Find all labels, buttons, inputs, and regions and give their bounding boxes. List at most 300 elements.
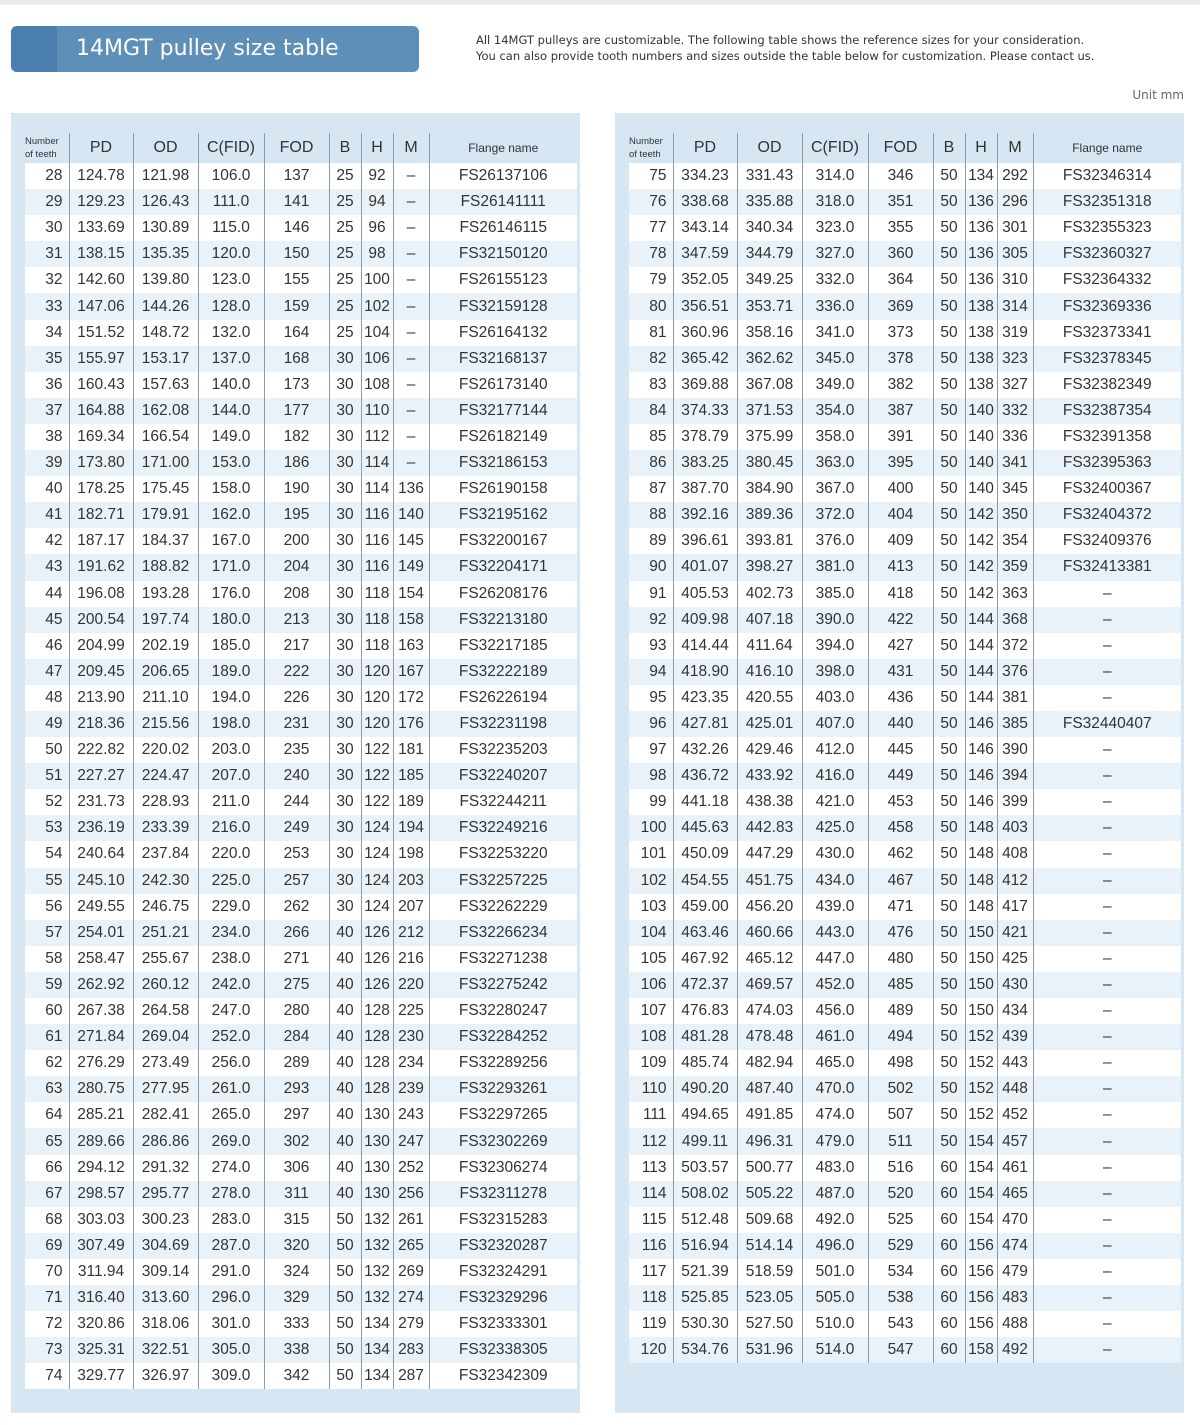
cell-od: 197.74 xyxy=(133,607,198,633)
cell-od: 487.40 xyxy=(737,1076,802,1102)
cell-m: 234 xyxy=(393,1050,429,1076)
cell-teeth: 33 xyxy=(25,293,69,319)
cell-flange-name: FS32387354 xyxy=(1033,398,1181,424)
cell-m: 421 xyxy=(997,920,1033,946)
cell-flange-name: FS32413381 xyxy=(1033,554,1181,580)
cell-h: 146 xyxy=(965,789,997,815)
cell-teeth: 98 xyxy=(629,763,673,789)
cell-flange-name: FS32320287 xyxy=(429,1233,577,1259)
cell-m: 488 xyxy=(997,1311,1033,1337)
cell-pd: 325.31 xyxy=(69,1337,133,1363)
cell-m: 296 xyxy=(997,189,1033,215)
cell-fod: 141 xyxy=(264,189,329,215)
table-row xyxy=(629,1155,1181,1181)
cell-pd: 160.43 xyxy=(69,372,133,398)
cell-flange-name: FS32195162 xyxy=(429,502,577,528)
cell-pd: 267.38 xyxy=(69,998,133,1024)
cell-m: 332 xyxy=(997,398,1033,424)
cell-teeth: 37 xyxy=(25,398,69,424)
cell-cfid: 372.0 xyxy=(802,502,868,528)
cell-fod: 297 xyxy=(264,1102,329,1128)
cell-fod: 346 xyxy=(868,163,933,189)
header-flange-name: Flange name xyxy=(1033,133,1181,163)
cell-pd: 213.90 xyxy=(69,685,133,711)
cell-b: 40 xyxy=(329,1181,361,1207)
table-row xyxy=(629,1259,1181,1285)
cell-od: 251.21 xyxy=(133,920,198,946)
cell-cfid: 376.0 xyxy=(802,528,868,554)
cell-teeth: 105 xyxy=(629,946,673,972)
cell-b: 50 xyxy=(933,241,965,267)
table-row xyxy=(629,815,1181,841)
table-row xyxy=(25,1311,577,1337)
cell-od: 291.32 xyxy=(133,1155,198,1181)
cell-od: 389.36 xyxy=(737,502,802,528)
cell-cfid: 479.0 xyxy=(802,1128,868,1154)
cell-m: 403 xyxy=(997,815,1033,841)
cell-flange-name: FS32311278 xyxy=(429,1181,577,1207)
cell-m: 207 xyxy=(393,894,429,920)
cell-cfid: 439.0 xyxy=(802,894,868,920)
cell-b: 40 xyxy=(329,946,361,972)
cell-od: 175.45 xyxy=(133,476,198,502)
cell-fod: 204 xyxy=(264,554,329,580)
cell-h: 116 xyxy=(361,528,393,554)
cell-cfid: 456.0 xyxy=(802,998,868,1024)
cell-pd: 316.40 xyxy=(69,1285,133,1311)
cell-m: 319 xyxy=(997,320,1033,346)
cell-teeth: 32 xyxy=(25,267,69,293)
cell-m: 350 xyxy=(997,502,1033,528)
cell-teeth: 34 xyxy=(25,320,69,346)
cell-cfid: 211.0 xyxy=(198,789,264,815)
cell-m: 461 xyxy=(997,1155,1033,1181)
cell-fod: 293 xyxy=(264,1076,329,1102)
cell-cfid: 327.0 xyxy=(802,241,868,267)
cell-flange-name: – xyxy=(1033,841,1181,867)
cell-teeth: 78 xyxy=(629,241,673,267)
cell-m: 368 xyxy=(997,607,1033,633)
cell-pd: 262.92 xyxy=(69,972,133,998)
cell-b: 50 xyxy=(933,633,965,659)
table-row xyxy=(629,763,1181,789)
cell-od: 456.20 xyxy=(737,894,802,920)
table-row xyxy=(25,1233,577,1259)
cell-od: 447.29 xyxy=(737,841,802,867)
cell-b: 50 xyxy=(933,398,965,424)
cell-m: 189 xyxy=(393,789,429,815)
cell-b: 50 xyxy=(933,998,965,1024)
table-row xyxy=(25,920,577,946)
left-table-body xyxy=(25,163,577,1389)
cell-teeth: 59 xyxy=(25,972,69,998)
cell-teeth: 44 xyxy=(25,581,69,607)
cell-flange-name: FS32240207 xyxy=(429,763,577,789)
table-row xyxy=(25,398,577,424)
table-row xyxy=(629,711,1181,737)
cell-cfid: 434.0 xyxy=(802,868,868,894)
cell-pd: 209.45 xyxy=(69,659,133,685)
table-row xyxy=(629,450,1181,476)
cell-pd: 525.85 xyxy=(673,1285,737,1311)
cell-teeth: 68 xyxy=(25,1207,69,1233)
cell-fod: 369 xyxy=(868,293,933,319)
cell-pd: 530.30 xyxy=(673,1311,737,1337)
cell-fod: 418 xyxy=(868,581,933,607)
cell-m: 479 xyxy=(997,1259,1033,1285)
table-row xyxy=(629,633,1181,659)
cell-pd: 343.14 xyxy=(673,215,737,241)
table-row xyxy=(25,189,577,215)
cell-pd: 329.77 xyxy=(69,1363,133,1389)
cell-od: 322.51 xyxy=(133,1337,198,1363)
cell-m: 439 xyxy=(997,1024,1033,1050)
cell-od: 139.80 xyxy=(133,267,198,293)
cell-h: 156 xyxy=(965,1311,997,1337)
cell-pd: 352.05 xyxy=(673,267,737,293)
cell-flange-name: FS32360327 xyxy=(1033,241,1181,267)
cell-b: 30 xyxy=(329,633,361,659)
cell-od: 237.84 xyxy=(133,841,198,867)
cell-m: 327 xyxy=(997,372,1033,398)
cell-b: 50 xyxy=(933,1128,965,1154)
cell-m: 269 xyxy=(393,1259,429,1285)
cell-flange-name: – xyxy=(1033,1311,1181,1337)
cell-pd: 155.97 xyxy=(69,346,133,372)
cell-fod: 240 xyxy=(264,763,329,789)
cell-flange-name: – xyxy=(1033,998,1181,1024)
cell-m: 301 xyxy=(997,215,1033,241)
cell-od: 300.23 xyxy=(133,1207,198,1233)
cell-h: 154 xyxy=(965,1181,997,1207)
cell-m: 154 xyxy=(393,581,429,607)
cell-teeth: 38 xyxy=(25,424,69,450)
cell-h: 140 xyxy=(965,476,997,502)
cell-cfid: 341.0 xyxy=(802,320,868,346)
cell-pd: 231.73 xyxy=(69,789,133,815)
cell-m: 225 xyxy=(393,998,429,1024)
cell-teeth: 81 xyxy=(629,320,673,346)
cell-pd: 178.25 xyxy=(69,476,133,502)
table-row xyxy=(629,1207,1181,1233)
cell-od: 273.49 xyxy=(133,1050,198,1076)
cell-pd: 200.54 xyxy=(69,607,133,633)
cell-flange-name: – xyxy=(1033,1050,1181,1076)
cell-m: 230 xyxy=(393,1024,429,1050)
cell-m: – xyxy=(393,163,429,189)
cell-cfid: 390.0 xyxy=(802,607,868,633)
cell-pd: 311.94 xyxy=(69,1259,133,1285)
cell-flange-name: – xyxy=(1033,763,1181,789)
cell-pd: 133.69 xyxy=(69,215,133,241)
cell-cfid: 412.0 xyxy=(802,737,868,763)
table-row xyxy=(629,215,1181,241)
cell-fod: 271 xyxy=(264,946,329,972)
cell-teeth: 65 xyxy=(25,1128,69,1154)
cell-cfid: 229.0 xyxy=(198,894,264,920)
cell-teeth: 51 xyxy=(25,763,69,789)
cell-cfid: 189.0 xyxy=(198,659,264,685)
cell-flange-name: FS32315283 xyxy=(429,1207,577,1233)
cell-od: 442.83 xyxy=(737,815,802,841)
cell-h: 134 xyxy=(361,1311,393,1337)
cell-fod: 320 xyxy=(264,1233,329,1259)
table-row xyxy=(25,554,577,580)
cell-cfid: 287.0 xyxy=(198,1233,264,1259)
cell-od: 451.75 xyxy=(737,868,802,894)
cell-teeth: 114 xyxy=(629,1181,673,1207)
cell-fod: 190 xyxy=(264,476,329,502)
cell-m: – xyxy=(393,424,429,450)
cell-pd: 409.98 xyxy=(673,607,737,633)
cell-h: 132 xyxy=(361,1207,393,1233)
cell-pd: 187.17 xyxy=(69,528,133,554)
cell-m: 212 xyxy=(393,920,429,946)
cell-pd: 204.99 xyxy=(69,633,133,659)
cell-od: 255.67 xyxy=(133,946,198,972)
cell-m: 283 xyxy=(393,1337,429,1363)
cell-cfid: 301.0 xyxy=(198,1311,264,1337)
cell-fod: 351 xyxy=(868,189,933,215)
cell-fod: 480 xyxy=(868,946,933,972)
table-row xyxy=(629,502,1181,528)
cell-cfid: 318.0 xyxy=(802,189,868,215)
cell-b: 40 xyxy=(329,1076,361,1102)
table-row xyxy=(629,868,1181,894)
cell-pd: 303.03 xyxy=(69,1207,133,1233)
table-row xyxy=(629,293,1181,319)
cell-cfid: 220.0 xyxy=(198,841,264,867)
cell-teeth: 106 xyxy=(629,972,673,998)
cell-b: 30 xyxy=(329,789,361,815)
cell-m: 474 xyxy=(997,1233,1033,1259)
cell-fod: 182 xyxy=(264,424,329,450)
cell-pd: 285.21 xyxy=(69,1102,133,1128)
cell-b: 30 xyxy=(329,346,361,372)
cell-od: 157.63 xyxy=(133,372,198,398)
cell-od: 429.46 xyxy=(737,737,802,763)
left-table-panel xyxy=(11,113,580,1413)
cell-fod: 342 xyxy=(264,1363,329,1389)
cell-b: 30 xyxy=(329,398,361,424)
cell-h: 148 xyxy=(965,815,997,841)
cell-pd: 236.19 xyxy=(69,815,133,841)
table-row xyxy=(25,1050,577,1076)
cell-flange-name: FS32222189 xyxy=(429,659,577,685)
cell-teeth: 55 xyxy=(25,868,69,894)
cell-h: 144 xyxy=(965,607,997,633)
cell-flange-name: FS32159128 xyxy=(429,293,577,319)
cell-teeth: 110 xyxy=(629,1076,673,1102)
cell-m: 359 xyxy=(997,554,1033,580)
cell-b: 40 xyxy=(329,1050,361,1076)
cell-fod: 525 xyxy=(868,1207,933,1233)
cell-pd: 383.25 xyxy=(673,450,737,476)
unit-label: Unit mm xyxy=(1132,88,1184,102)
cell-m: 305 xyxy=(997,241,1033,267)
cell-teeth: 64 xyxy=(25,1102,69,1128)
cell-m: 185 xyxy=(393,763,429,789)
cell-pd: 369.88 xyxy=(673,372,737,398)
cell-fod: 315 xyxy=(264,1207,329,1233)
cell-cfid: 501.0 xyxy=(802,1259,868,1285)
cell-m: 381 xyxy=(997,685,1033,711)
cell-m: – xyxy=(393,241,429,267)
cell-h: 128 xyxy=(361,1076,393,1102)
cell-b: 50 xyxy=(933,659,965,685)
table-row xyxy=(25,1363,577,1389)
cell-fod: 284 xyxy=(264,1024,329,1050)
cell-flange-name: FS26182149 xyxy=(429,424,577,450)
cell-m: – xyxy=(393,450,429,476)
cell-flange-name: FS32275242 xyxy=(429,972,577,998)
cell-od: 144.26 xyxy=(133,293,198,319)
cell-od: 148.72 xyxy=(133,320,198,346)
cell-od: 224.47 xyxy=(133,763,198,789)
cell-cfid: 403.0 xyxy=(802,685,868,711)
cell-pd: 169.34 xyxy=(69,424,133,450)
cell-pd: 454.55 xyxy=(673,868,737,894)
cell-teeth: 111 xyxy=(629,1102,673,1128)
cell-fod: 529 xyxy=(868,1233,933,1259)
cell-teeth: 58 xyxy=(25,946,69,972)
cell-cfid: 421.0 xyxy=(802,789,868,815)
cell-flange-name: – xyxy=(1033,920,1181,946)
cell-flange-name: FS26173140 xyxy=(429,372,577,398)
cell-pd: 405.53 xyxy=(673,581,737,607)
cell-flange-name: FS32249216 xyxy=(429,815,577,841)
cell-flange-name: – xyxy=(1033,1155,1181,1181)
cell-b: 30 xyxy=(329,868,361,894)
cell-m: 149 xyxy=(393,554,429,580)
cell-od: 264.58 xyxy=(133,998,198,1024)
cell-od: 371.53 xyxy=(737,398,802,424)
table-row xyxy=(629,1024,1181,1050)
cell-pd: 427.81 xyxy=(673,711,737,737)
cell-h: 148 xyxy=(965,868,997,894)
cell-od: 491.85 xyxy=(737,1102,802,1128)
cell-h: 126 xyxy=(361,972,393,998)
cell-pd: 476.83 xyxy=(673,998,737,1024)
cell-fod: 213 xyxy=(264,607,329,633)
table-row xyxy=(25,502,577,528)
cell-cfid: 474.0 xyxy=(802,1102,868,1128)
cell-pd: 347.59 xyxy=(673,241,737,267)
cell-cfid: 465.0 xyxy=(802,1050,868,1076)
cell-teeth: 85 xyxy=(629,424,673,450)
cell-od: 313.60 xyxy=(133,1285,198,1311)
cell-fod: 226 xyxy=(264,685,329,711)
cell-pd: 142.60 xyxy=(69,267,133,293)
cell-h: 130 xyxy=(361,1155,393,1181)
cell-pd: 182.71 xyxy=(69,502,133,528)
cell-flange-name: FS32280247 xyxy=(429,998,577,1024)
cell-pd: 294.12 xyxy=(69,1155,133,1181)
cell-fod: 177 xyxy=(264,398,329,424)
cell-b: 60 xyxy=(933,1337,965,1363)
cell-fod: 409 xyxy=(868,528,933,554)
table-row xyxy=(25,1155,577,1181)
table-row xyxy=(629,1181,1181,1207)
table-row xyxy=(25,1102,577,1128)
cell-h: 132 xyxy=(361,1285,393,1311)
cell-h: 106 xyxy=(361,346,393,372)
cell-od: 282.41 xyxy=(133,1102,198,1128)
cell-b: 60 xyxy=(933,1207,965,1233)
table-row xyxy=(629,398,1181,424)
cell-m: 265 xyxy=(393,1233,429,1259)
cell-cfid: 394.0 xyxy=(802,633,868,659)
cell-b: 40 xyxy=(329,920,361,946)
cell-fod: 146 xyxy=(264,215,329,241)
cell-cfid: 278.0 xyxy=(198,1181,264,1207)
header-h: H xyxy=(965,133,997,163)
cell-teeth: 30 xyxy=(25,215,69,241)
cell-teeth: 62 xyxy=(25,1050,69,1076)
cell-cfid: 149.0 xyxy=(198,424,264,450)
cell-h: 148 xyxy=(965,841,997,867)
cell-b: 50 xyxy=(933,215,965,241)
table-row xyxy=(629,267,1181,293)
cell-pd: 392.16 xyxy=(673,502,737,528)
cell-cfid: 358.0 xyxy=(802,424,868,450)
cell-h: 112 xyxy=(361,424,393,450)
cell-fod: 275 xyxy=(264,972,329,998)
cell-teeth: 93 xyxy=(629,633,673,659)
cell-h: 118 xyxy=(361,581,393,607)
cell-pd: 147.06 xyxy=(69,293,133,319)
table-row xyxy=(629,1102,1181,1128)
cell-od: 384.90 xyxy=(737,476,802,502)
cell-m: 181 xyxy=(393,737,429,763)
cell-cfid: 407.0 xyxy=(802,711,868,737)
cell-b: 40 xyxy=(329,1102,361,1128)
cell-m: 470 xyxy=(997,1207,1033,1233)
cell-b: 50 xyxy=(933,346,965,372)
cell-m: 243 xyxy=(393,1102,429,1128)
cell-cfid: 363.0 xyxy=(802,450,868,476)
cell-cfid: 111.0 xyxy=(198,189,264,215)
cell-teeth: 31 xyxy=(25,241,69,267)
cell-od: 326.97 xyxy=(133,1363,198,1389)
cell-flange-name: FS32378345 xyxy=(1033,346,1181,372)
cell-flange-name: FS32293261 xyxy=(429,1076,577,1102)
cell-pd: 441.18 xyxy=(673,789,737,815)
cell-flange-name: FS32355323 xyxy=(1033,215,1181,241)
cell-fod: 413 xyxy=(868,554,933,580)
cell-b: 60 xyxy=(933,1233,965,1259)
cell-flange-name: – xyxy=(1033,1024,1181,1050)
cell-cfid: 514.0 xyxy=(802,1337,868,1363)
cell-pd: 378.79 xyxy=(673,424,737,450)
cell-flange-name: FS32235203 xyxy=(429,737,577,763)
table-row xyxy=(25,163,577,189)
cell-teeth: 119 xyxy=(629,1311,673,1337)
cell-h: 128 xyxy=(361,998,393,1024)
cell-b: 30 xyxy=(329,815,361,841)
intro-line-1: All 14MGT pulleys are customizable. The following table shows the reference sizes for your consideration. xyxy=(476,33,1085,47)
table-row xyxy=(25,476,577,502)
cell-m: – xyxy=(393,215,429,241)
cell-h: 104 xyxy=(361,320,393,346)
cell-teeth: 74 xyxy=(25,1363,69,1389)
cell-od: 509.68 xyxy=(737,1207,802,1233)
cell-fod: 311 xyxy=(264,1181,329,1207)
cell-h: 152 xyxy=(965,1024,997,1050)
table-row xyxy=(25,320,577,346)
cell-cfid: 416.0 xyxy=(802,763,868,789)
cell-flange-name: FS32177144 xyxy=(429,398,577,424)
